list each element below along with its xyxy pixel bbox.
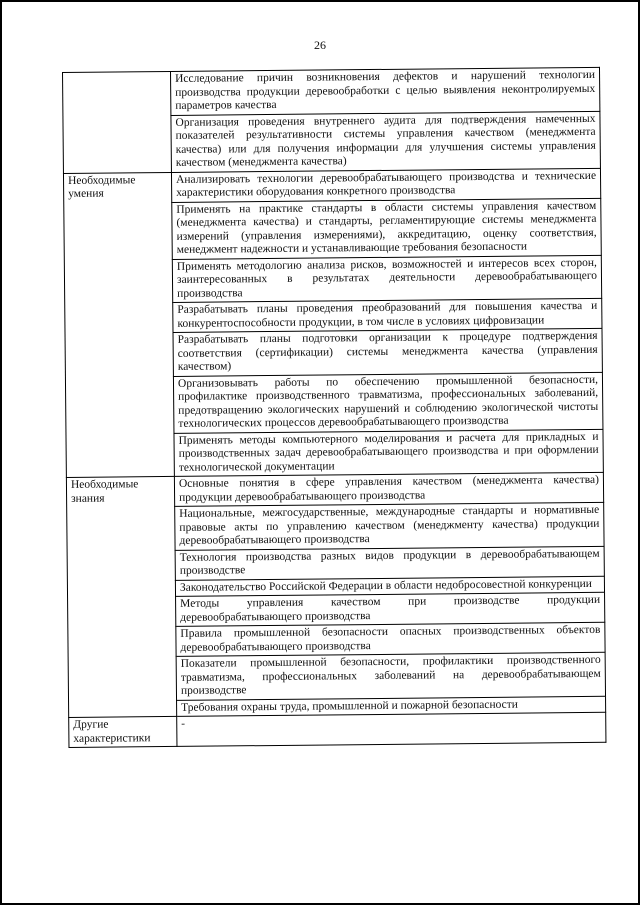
requirement-item: Методы управления качеством при производстве продукции деревообрабатывающего производства — [176, 592, 605, 626]
requirement-item: Требования охраны труда, промышленной и пожарной безопасности — [177, 696, 606, 717]
requirement-item: Организовывать работы по обеспечению промышленной безопасности, профилактике производственного травматизма, профессиональных заболеваний, предотвращению экологических нарушений и соблюдению экологической чистоты технологических процессов деревообрабатывающего производства — [173, 372, 603, 433]
requirement-item: Показатели промышленной безопасности, профилактики производственного травматизма, профессиональных заболеваний на деревообрабатывающем производстве — [176, 652, 605, 700]
section-label: Необходимые умения — [63, 172, 174, 478]
section-label — [63, 71, 172, 173]
requirements-table-body — [63, 67, 606, 747]
requirement-item: Исследование причин возникновения дефектов и нарушений технологии производства продукции деревообработки с целью выявления неконтролируемых параметров качества — [170, 67, 599, 115]
requirements-table — [62, 67, 606, 748]
requirement-item: Национальные, межгосударственные, международные стандарты и нормативные правовые акты по управлению качеством (менеджменту качества) продукции деревообрабатывающего производства — [175, 502, 604, 550]
requirement-item: Законодательство Российской Федерации в области недобросовестной конкуренции — [175, 576, 604, 597]
table-row — [63, 67, 600, 116]
requirement-item: Применять методологию анализа рисков, возможностей и интересов всех сторон, заинтересованных в результатах деятельности деревообрабатывающего производства — [172, 255, 601, 303]
requirement-item: Основные понятия в сфере управления качеством (менеджмента качества) продукции деревообрабатывающего производства — [174, 472, 603, 506]
section-label: Необходимые знания — [66, 476, 176, 717]
requirement-item: Разрабатывать планы подготовки организации к процедуре подтверждения соответствия (сертификации) системы менеджмента качества (управления качеством) — [173, 328, 602, 376]
requirement-item: Анализировать технологии деревообрабатывающего производства и технические характеристики оборудования конкретного производства — [171, 168, 600, 202]
page-number: 26 — [314, 38, 326, 52]
requirement-item: Применять на практике стандарты в области системы управления качеством (менеджмента качества) и стандарты, регламентирующие системы менеджмента измерений (управления измерениями), аккредитацию, оценку соответствия, менеджмент надежности и устанавливающие требования безопасности — [172, 198, 602, 259]
requirement-item: Технология производства разных видов продукции в деревообрабатывающем производстве — [175, 546, 604, 580]
table-row — [69, 712, 606, 747]
section-label: Другие характеристики — [69, 716, 177, 747]
requirement-item: Применять методы компьютерного моделирования и расчета для прикладных и производственных задач деревообрабатывающего производства и при оформлении технологической документации — [174, 429, 603, 477]
requirement-item: Разрабатывать планы проведения преобразований для повышения качества и конкурентоспособности продукции, в том числе в условиях цифровизации — [173, 298, 602, 332]
requirement-item: Организация проведения внутреннего аудита для подтверждения намеченных показателей результативности системы управления качеством (менеджмента качества) или для получения информации для улучшения системы управления качеством (менеджмента качества) — [171, 111, 601, 172]
requirement-item: - — [177, 712, 606, 746]
requirement-item: Правила промышленной безопасности опасных производственных объектов деревообрабатывающего производства — [176, 622, 605, 656]
